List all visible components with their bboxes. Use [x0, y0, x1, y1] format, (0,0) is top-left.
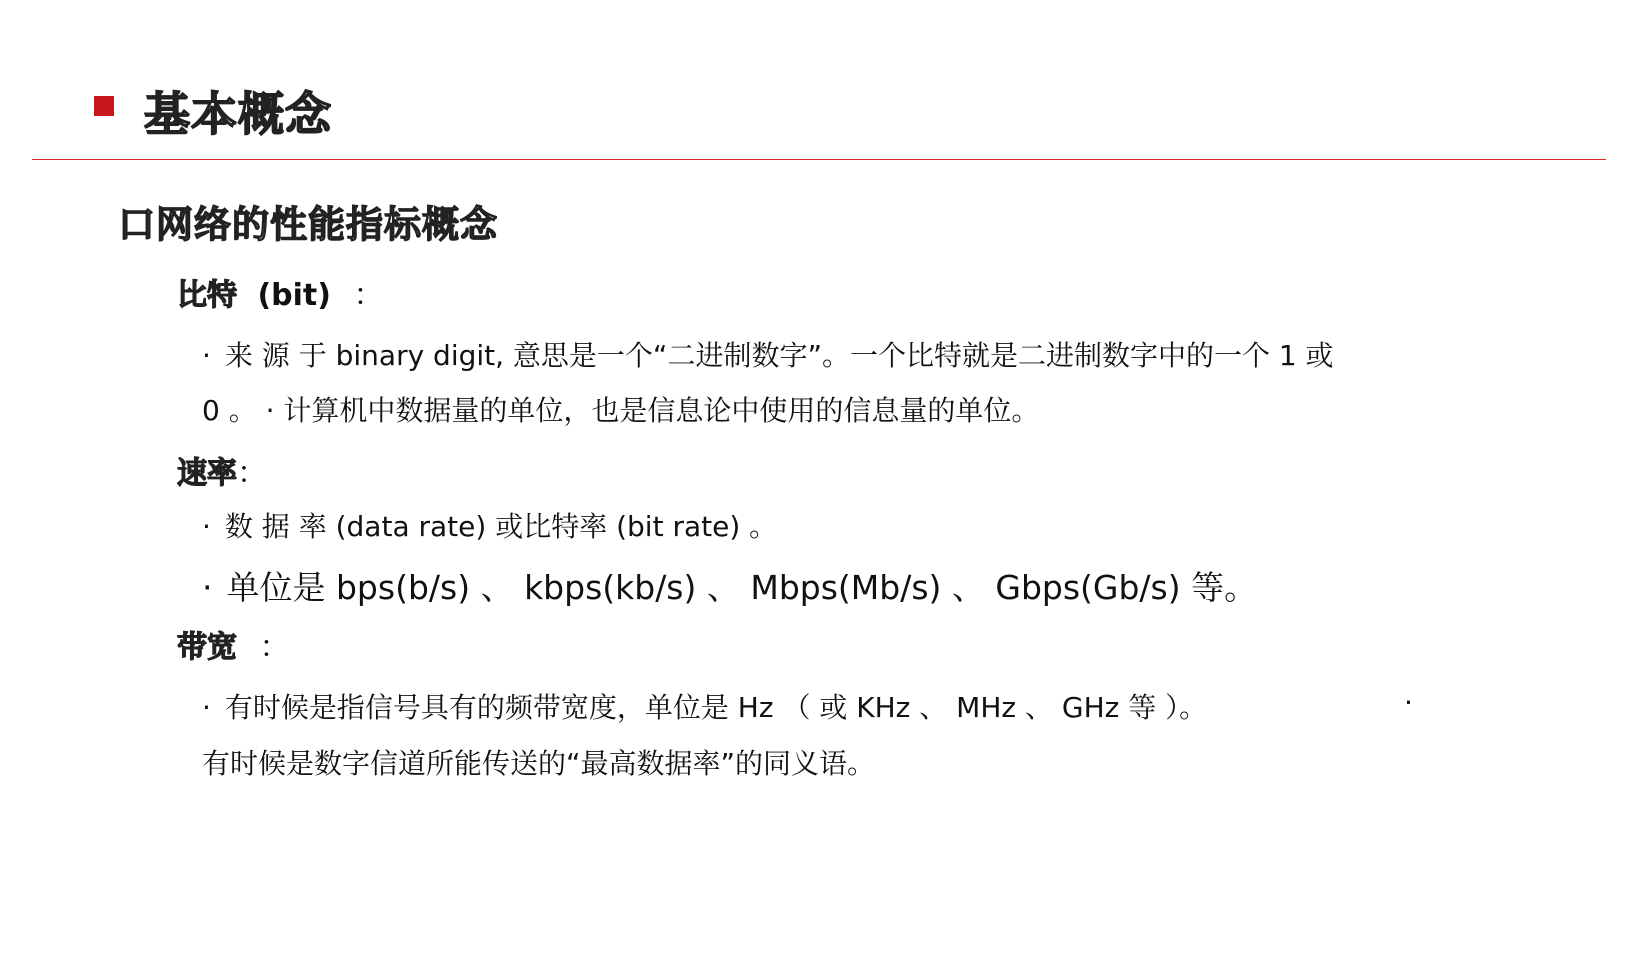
rate-line-1-text: 数 据 率 (data rate) 或比特率 (bit rate) 。 — [224, 510, 778, 543]
page-title: 基本概念 — [144, 87, 332, 141]
rate-line-2-text: 单位是 bps(b/s) 、 kbps(kb/s) 、 Mbps(Mb/s) 、 Gbps(Gb/s) 等。 — [226, 568, 1258, 607]
bit-line-1-text: 来 源 于 binary digit, 意思是一个“二进制数字”。一个比特就是二进制数字中的一个 1 或 — [224, 339, 1334, 372]
bit-line-2: 0 。 · 计算机中数据量的单位，也是信息论中使用的信息量的单位。 — [202, 394, 1040, 427]
title-bullet-square — [94, 96, 114, 116]
term-bit-zh: 比特 — [177, 278, 237, 313]
term-bit-colon: ： — [353, 278, 384, 313]
bandwidth-line-2: 有时候是数字信道所能传送的“最高数据率”的同义语。 — [202, 747, 876, 780]
bullet-dot: · — [202, 691, 211, 724]
section-heading: 口网络的性能指标概念 — [118, 203, 498, 246]
rate-line-1 — [202, 505, 777, 545]
bandwidth-line-1 — [202, 686, 1207, 726]
bandwidth-trailing-dot: · — [1404, 686, 1413, 719]
term-rate — [177, 448, 267, 492]
bullet-dot: · — [202, 339, 211, 372]
term-rate-zh: 速率 — [177, 456, 237, 491]
term-bit-en: (bit) — [257, 278, 331, 313]
bullet-dot: · — [202, 568, 213, 607]
bandwidth-line-1-text: 有时候是指信号具有的频带宽度，单位是 Hz （ 或 KHz 、 MHz 、 GHz 等 ）。 — [224, 691, 1208, 724]
term-bandwidth — [177, 622, 289, 666]
rate-line-2 — [202, 562, 1257, 609]
term-bandwidth-colon: ： — [259, 630, 290, 665]
term-bandwidth-zh: 带宽 — [177, 630, 237, 665]
term-rate-colon: ： — [237, 456, 267, 491]
term-bit — [177, 270, 383, 314]
bullet-dot: · — [202, 510, 211, 543]
title-divider — [32, 159, 1606, 160]
bit-line-1 — [202, 334, 1334, 374]
